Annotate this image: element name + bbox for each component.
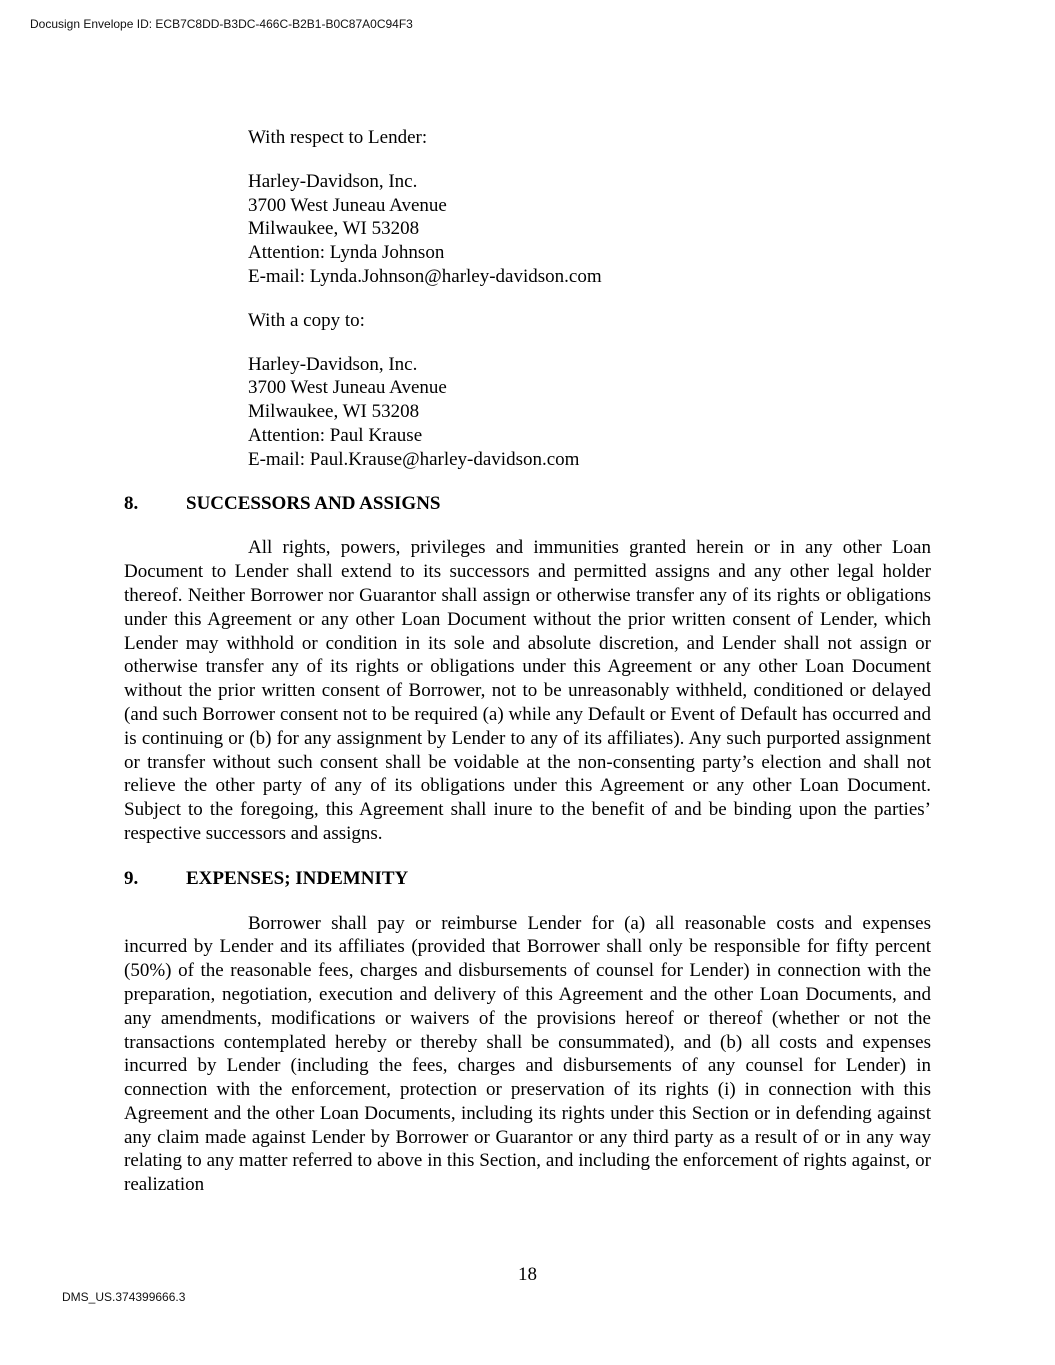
section-title: EXPENSES; INDEMNITY: [186, 867, 409, 889]
docusign-envelope-id: Docusign Envelope ID: ECB7C8DD-B3DC-466C-B2B1-B0C87A0C94F3: [30, 17, 413, 31]
address-line: E-mail: Lynda.Johnson@harley-davidson.com: [248, 265, 602, 287]
lender-intro: With respect to Lender:: [248, 127, 428, 148]
lender-address-block: [124, 170, 931, 289]
document-id: DMS_US.374399666.3: [62, 1290, 186, 1304]
address-line: 3700 West Juneau Avenue: [248, 377, 447, 399]
address-line: Attention: Lynda Johnson: [248, 242, 445, 264]
address-line: E-mail: Paul.Krause@harley-davidson.com: [248, 448, 580, 470]
copy-intro: With a copy to:: [248, 309, 365, 331]
section-9-heading: [124, 867, 931, 891]
address-line: Harley-Davidson, Inc.: [248, 353, 418, 375]
section-8-body: All rights, powers, privileges and immunities granted herein or in any other Loan Document to Lender shall extend to its successors and permitted assigns and any other legal holder thereof. Neither Borrower nor Guarantor shall assign or otherwise transfer any of its rights or obligations under this Agreement or any other Loan Document without the prior written consent of Lender, which Lender may withhold or condition in its sole and absolute discretion, and Lender shall not assign or otherwise transfer any of its rights or obligations under this Agreement or any other Loan Document without the prior written consent of Borrower, not to be unreasonably withheld, conditioned or delayed (and such Borrower consent not to be required (a) while any Default or Event of Default has occurred and is continuing or (b) for any assignment by Lender to any of its affiliates). Any such purported assignment or transfer without such consent shall be voidable at the non-consenting party’s election and shall not relieve the other party of any of its obligations under this Agreement or any other Loan Document. Subject to the foregoing, this Agreement shall inure to the benefit of and be binding upon the parties’ respective successors and assigns.: [124, 537, 931, 844]
address-line: Attention: Paul Krause: [248, 424, 423, 446]
section-number: 8.: [124, 492, 139, 514]
copy-address-block: [124, 353, 931, 472]
address-line: Milwaukee, WI 53208: [248, 218, 420, 240]
address-line: Milwaukee, WI 53208: [248, 401, 420, 423]
address-line: 3700 West Juneau Avenue: [248, 194, 447, 216]
document-page: [124, 124, 931, 1218]
section-8-heading: [124, 492, 931, 516]
section-9-body: Borrower shall pay or reimburse Lender for (a) all reasonable costs and expenses incurred by Lender and its affiliates (provided that Borrower shall only be responsible for fifty percent (50%) of the reasonable fees, charges and disbursements of counsel for Lender) in connection with the preparation, negotiation, execution and delivery of this Agreement and the other Loan Documents, and any amendments, modifications or waivers of the provisions hereof or thereof (whether or not the transactions contemplated hereby or thereby shall be consummated), and (b) all costs and expenses incurred by Lender (including the fees, charges and disbursements of any counsel for Lender) in connection with the enforcement, protection or preservation of its rights (i) in connection with this Agreement and the other Loan Documents, including its rights under this Section or in defending against any claim made against Lender by Borrower or Guarantor or any third party as a result of or in any way relating to any matter referred to above in this Section, and including the enforcement of rights against, or realization: [124, 912, 931, 1196]
page-number: 18: [518, 1264, 537, 1285]
section-number: 9.: [124, 867, 139, 889]
section-title: SUCCESSORS AND ASSIGNS: [186, 492, 441, 514]
address-line: Harley-Davidson, Inc.: [248, 170, 418, 192]
